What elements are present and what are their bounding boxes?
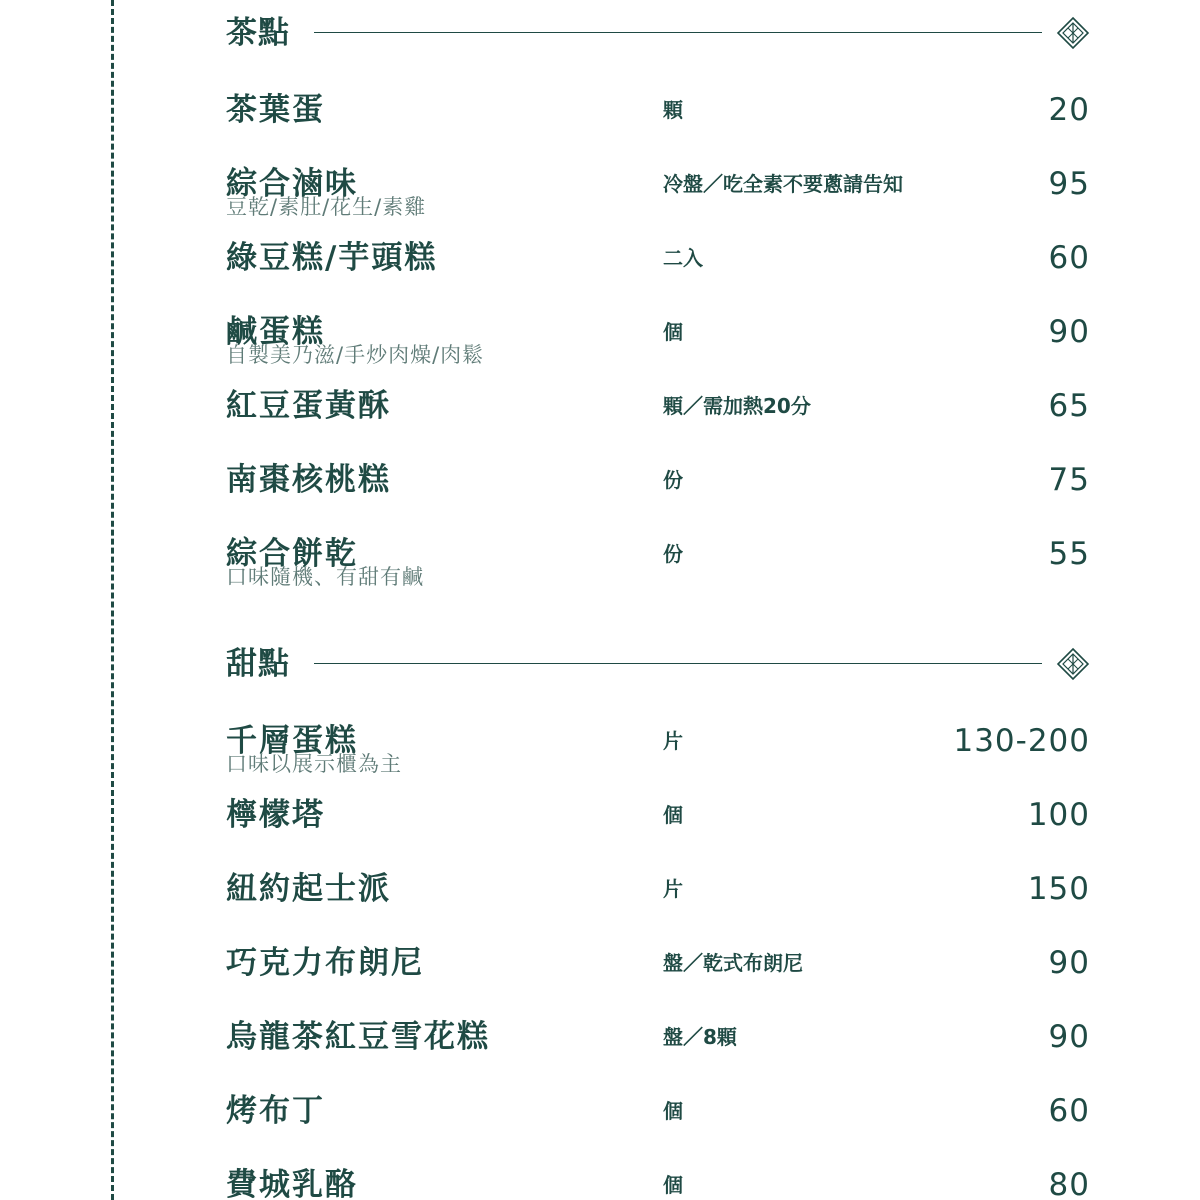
item-name: 烏龍茶紅豆雪花糕: [226, 1019, 490, 1055]
menu-item: [226, 869, 1090, 929]
menu-item: [226, 164, 1090, 224]
item-price: 80: [1048, 1167, 1090, 1200]
item-name: 南棗核桃糕: [226, 462, 391, 498]
menu-item: [226, 534, 1090, 594]
item-name: 鹹蛋糕: [226, 314, 325, 350]
item-note: 盤／乾式布朗尼: [663, 951, 803, 975]
menu-item: [226, 238, 1090, 298]
item-name: 紅豆蛋黃酥: [226, 388, 391, 424]
leaf-emblem-icon: [1056, 647, 1090, 681]
item-name: 綜合滷味: [226, 166, 358, 202]
item-price: 90: [1048, 945, 1090, 981]
item-note: 盤／8顆: [663, 1025, 737, 1049]
menu-item: [226, 943, 1090, 1003]
section-divider: [314, 663, 1042, 664]
item-note: 二入: [663, 246, 703, 270]
item-price: 75: [1048, 462, 1090, 498]
item-description: 自製美乃滋/手炒肉燥/肉鬆: [226, 343, 485, 367]
item-price: 100: [1027, 797, 1090, 833]
item-description: 口味以展示櫃為主: [226, 752, 402, 776]
item-note: 份: [663, 468, 683, 492]
item-price: 65: [1048, 388, 1090, 424]
menu-item: [226, 1017, 1090, 1077]
menu-item: [226, 312, 1090, 372]
item-name: 茶葉蛋: [226, 92, 325, 128]
section-header-tea-snacks: [226, 13, 1090, 53]
item-name: 烤布丁: [226, 1093, 325, 1129]
section-title: 茶點: [226, 15, 290, 51]
menu-item: [226, 1091, 1090, 1151]
menu-item: [226, 90, 1090, 150]
section-divider: [314, 32, 1042, 33]
item-name: 巧克力布朗尼: [226, 945, 424, 981]
item-name: 檸檬塔: [226, 797, 325, 833]
item-price: 90: [1048, 1019, 1090, 1055]
item-name: 千層蛋糕: [226, 723, 358, 759]
item-name: 綜合餅乾: [226, 536, 358, 572]
item-price: 55: [1048, 536, 1090, 572]
item-name: 費城乳酪: [226, 1167, 358, 1200]
item-price: 60: [1048, 1093, 1090, 1129]
item-description: 口味隨機、有甜有鹹: [226, 565, 424, 589]
section-header-desserts: [226, 644, 1090, 684]
item-note: 個: [663, 320, 683, 344]
section-title: 甜點: [226, 646, 290, 682]
item-price: 95: [1048, 166, 1090, 202]
item-price: 20: [1048, 92, 1090, 128]
item-note: 冷盤／吃全素不要蔥請告知: [663, 172, 903, 196]
item-description: 豆乾/素肚/花生/素雞: [226, 195, 427, 219]
item-note: 片: [663, 729, 683, 753]
item-price: 150: [1027, 871, 1090, 907]
item-note: 顆: [663, 98, 683, 122]
menu-item: [226, 460, 1090, 520]
menu-item: [226, 795, 1090, 855]
item-note: 份: [663, 542, 683, 566]
item-note: 個: [663, 1173, 683, 1197]
item-note: 個: [663, 1099, 683, 1123]
menu-item: [226, 721, 1090, 781]
item-note: 片: [663, 877, 683, 901]
leaf-emblem-icon: [1056, 16, 1090, 50]
item-name: 綠豆糕/芋頭糕: [226, 240, 438, 276]
menu-item: [226, 1165, 1090, 1200]
item-note: 個: [663, 803, 683, 827]
item-price: 130-200: [953, 723, 1090, 759]
dashed-margin-line: [111, 0, 114, 1200]
item-price: 60: [1048, 240, 1090, 276]
menu-item: [226, 386, 1090, 446]
item-note: 顆／需加熱20分: [663, 394, 811, 418]
item-price: 90: [1048, 314, 1090, 350]
item-name: 紐約起士派: [226, 871, 391, 907]
